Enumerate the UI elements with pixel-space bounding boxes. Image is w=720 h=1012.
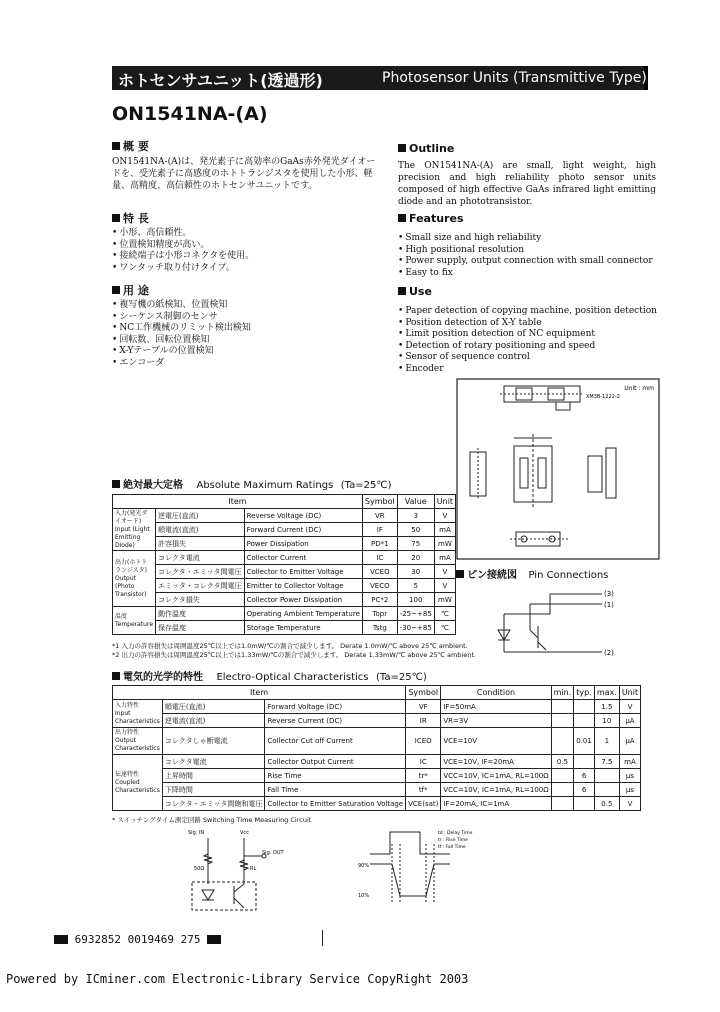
part-number: ON1541NA-(A) xyxy=(112,103,268,125)
circuit-label: Sig. OUT xyxy=(262,850,284,856)
section-bullet-icon xyxy=(112,480,120,488)
dimension-diagram xyxy=(456,378,660,560)
section-bullet-icon xyxy=(398,287,406,295)
eo-table xyxy=(112,685,641,811)
overview-text-jp: ON1541NA-(A)は、発光素子に高効率のGaAs赤外発光ダイオードを、受光素子に高感度のホトトランジスタを使用した小形、軽量、高精度、高信頼性のホトセンサユニットです。 xyxy=(112,157,376,191)
footer-code: 6932852 0019469 275 xyxy=(74,933,201,946)
abs-max-note: *2 出力の許容損失は周囲温度25℃以上では1.33mW/℃の割合で減少します。 Derate 1.33mW/℃ above 25℃ ambient. xyxy=(112,651,476,659)
features-list-jp xyxy=(112,228,372,274)
list-item: • シーケンス制御のセンサ xyxy=(112,312,372,324)
row-group: 出力特性 Output Characteristics xyxy=(113,728,163,755)
eo-heading: 電気的光学的特性 Electro-Optical Characteristics (Ta=25℃) xyxy=(112,668,427,683)
divider xyxy=(322,930,323,946)
table-row: 伝達特性 Coupled Characteristics コレクタ電流 Collector Output Current IC VCE=10V, IF=20mA 0.5 7.5 mA xyxy=(113,755,641,769)
row-group: 伝達特性 Coupled Characteristics xyxy=(113,755,163,811)
table-header: Item xyxy=(113,686,406,700)
circuit-label: 50Ω xyxy=(194,866,205,872)
list-item: • Sensor of sequence control xyxy=(398,352,660,364)
list-item: • High positional resolution xyxy=(398,245,660,257)
abs-max-table xyxy=(112,494,456,635)
section-bullet-icon xyxy=(112,214,120,222)
outline-heading: Outline xyxy=(398,142,454,155)
list-item: • Easy to fix xyxy=(398,268,660,280)
list-item: • NC工作機械のリミット検出検知 xyxy=(112,323,372,335)
use-heading-jp: 用 途 xyxy=(112,282,149,298)
list-item: • Encoder xyxy=(398,364,660,376)
table-header: typ. xyxy=(574,686,595,700)
table-row: 上昇時間 Rise Time tr* VCC=10V, IC=1mA, RL=100Ω 6 μs xyxy=(113,769,641,783)
section-bullet-icon xyxy=(112,286,120,294)
barcode-mark-icon xyxy=(54,935,68,944)
table-header: Unit xyxy=(619,686,640,700)
section-bullet-icon xyxy=(456,570,464,578)
outline-text: The ON1541NA-(A) are small, light weight, high precision and high reliability photo sensor units composed of high effective GaAs infrared light emitting diode and an phototransistor. xyxy=(398,161,656,207)
row-group: 出力(ホトトランジスタ) Output (Photo Transistor) xyxy=(113,551,156,607)
eo-note: * スイッチングタイム測定回路 Switching Time Measuring Circuit xyxy=(112,816,312,824)
table-header: min. xyxy=(551,686,574,700)
circuit-label: td : Delay Time xyxy=(438,831,473,836)
barcode-line xyxy=(54,933,221,946)
table-row: 許容損失 Power Dissipation PD*1 75 mW xyxy=(113,537,456,551)
features-list-en xyxy=(398,233,660,279)
barcode-mark-icon xyxy=(207,935,221,944)
circuit-label: 90% xyxy=(358,863,370,869)
table-row: 入力(発光ダイオード) Input (Light Emitting Diode) 逆電圧(直流) Reverse Voltage (DC) VR 3 V xyxy=(113,509,456,523)
features-heading-en: Features xyxy=(398,212,463,225)
list-item: • 接続端子は小形コネクタを使用。 xyxy=(112,251,372,263)
row-group: 温度 Temperature xyxy=(113,607,156,635)
table-row: 順電流(直流) Forward Current (DC) IF 50 mA xyxy=(113,523,456,537)
table-row: コレクタ・エミッタ間飽和電圧 Collector to Emitter Saturation Voltage VCE(sat) IF=20mA, IC=1mA 0.5 V xyxy=(113,797,641,811)
section-bullet-icon xyxy=(112,142,120,150)
list-item: • Paper detection of copying machine, position detection xyxy=(398,306,660,318)
circuit-label: 10% xyxy=(358,893,370,899)
powered-by-footer: Powered by ICminer.com Electronic-Library Service CopyRight 2003 xyxy=(6,972,469,986)
table-row: エミッタ・コレクタ間電圧 Emitter to Collector Voltage VECO 5 V xyxy=(113,579,456,593)
row-group: 入力特性 Input Characteristics xyxy=(113,700,163,728)
section-bullet-icon xyxy=(398,214,406,222)
circuit-label: Vcc xyxy=(240,830,249,836)
features-heading-jp: 特 長 xyxy=(112,210,149,226)
unit-label: Unit : mm xyxy=(624,385,654,392)
header-title-en: Photosensor Units (Transmittive Type) xyxy=(382,70,647,86)
list-item: • Power supply, output connection with small connector xyxy=(398,256,660,268)
table-header: Item xyxy=(113,495,363,509)
list-item: • 小形、高信頼性。 xyxy=(112,228,372,240)
abs-max-note: *1 入力の許容損失は周囲温度25℃以上では1.0mW/℃の割合で減少します。 Derate 1.0mW/℃ above 25℃ ambient. xyxy=(112,642,468,650)
circuit-label: Sig. IN xyxy=(188,830,205,836)
list-item: • Detection of rotary positioning and speed xyxy=(398,341,660,353)
table-header: max. xyxy=(594,686,619,700)
circuit-label: RL xyxy=(250,866,257,872)
list-item: • Small size and high reliability xyxy=(398,233,660,245)
header-title-jp: ホトセンサユニット(透過形) xyxy=(118,71,323,90)
row-group: 入力(発光ダイオード) Input (Light Emitting Diode) xyxy=(113,509,156,551)
table-header: Symbol xyxy=(406,686,441,700)
pin-connection-diagram xyxy=(490,582,640,660)
switching-circuit-diagram xyxy=(180,824,480,916)
use-list-jp xyxy=(112,300,372,369)
table-row: 温度 Temperature 動作温度 Operating Ambient Temperature Topr -25~+85 ℃ xyxy=(113,607,456,621)
pin-label: (2) xyxy=(604,649,614,657)
pin-label: (3) xyxy=(604,590,614,598)
table-header: Condition xyxy=(441,686,551,700)
header-banner xyxy=(112,66,648,90)
table-header: Unit xyxy=(434,495,455,509)
circuit-label: tr : Rise Time xyxy=(438,838,468,843)
overview-heading-jp: 概 要 xyxy=(112,138,149,154)
abs-max-heading: 絶対最大定格 Absolute Maximum Ratings (Ta=25℃) xyxy=(112,476,391,491)
connector-label: XM3B-1222-2 xyxy=(586,394,620,400)
table-row: 下降時間 Fall Time tf* VCC=10V, IC=1mA, RL=100Ω 6 μs xyxy=(113,783,641,797)
list-item: • エンコーダ xyxy=(112,358,372,370)
section-bullet-icon xyxy=(112,672,120,680)
table-row: 保存温度 Storage Temperature Tstg -30~+85 ℃ xyxy=(113,621,456,635)
pin-heading: ピン接続図 Pin Connections xyxy=(456,566,608,581)
list-item: • ワンタッチ取り付けタイプ。 xyxy=(112,263,372,275)
table-header: Symbol xyxy=(362,495,397,509)
list-item: • X-Yテーブルの位置検知 xyxy=(112,346,372,358)
list-item: • 回転数、回転位置検知 xyxy=(112,335,372,347)
table-row: 逆電流(直流) Reverse Current (DC) IR VR=3V 10 μA xyxy=(113,714,641,728)
table-row: コレクタ・エミッタ間電圧 Collector to Emitter Voltage VCEO 30 V xyxy=(113,565,456,579)
list-item: • 位置検知精度が高い。 xyxy=(112,240,372,252)
use-list-en xyxy=(398,306,660,375)
circuit-label: tf : Fall Time xyxy=(438,845,466,850)
use-heading-en: Use xyxy=(398,285,432,298)
list-item: • Limit position detection of NC equipment xyxy=(398,329,660,341)
table-header: Value xyxy=(397,495,434,509)
table-row: コレクタ損失 Collector Power Dissipation PC*2 100 mW xyxy=(113,593,456,607)
pin-label: (1) xyxy=(604,601,614,609)
table-row: 出力(ホトトランジスタ) Output (Photo Transistor) コレクタ電流 Collector Current IC 20 mA xyxy=(113,551,456,565)
list-item: • 複写機の紙検知、位置検知 xyxy=(112,300,372,312)
section-bullet-icon xyxy=(398,144,406,152)
table-row: 出力特性 Output Characteristics コレクタしゃ断電流 Collector Cut off Current ICEO VCE=10V 0.01 1 μA xyxy=(113,728,641,755)
list-item: • Position detection of X-Y table xyxy=(398,318,660,330)
table-row: 入力特性 Input Characteristics 順電圧(直流) Forward Voltage (DC) VF IF=50mA 1.5 V xyxy=(113,700,641,714)
